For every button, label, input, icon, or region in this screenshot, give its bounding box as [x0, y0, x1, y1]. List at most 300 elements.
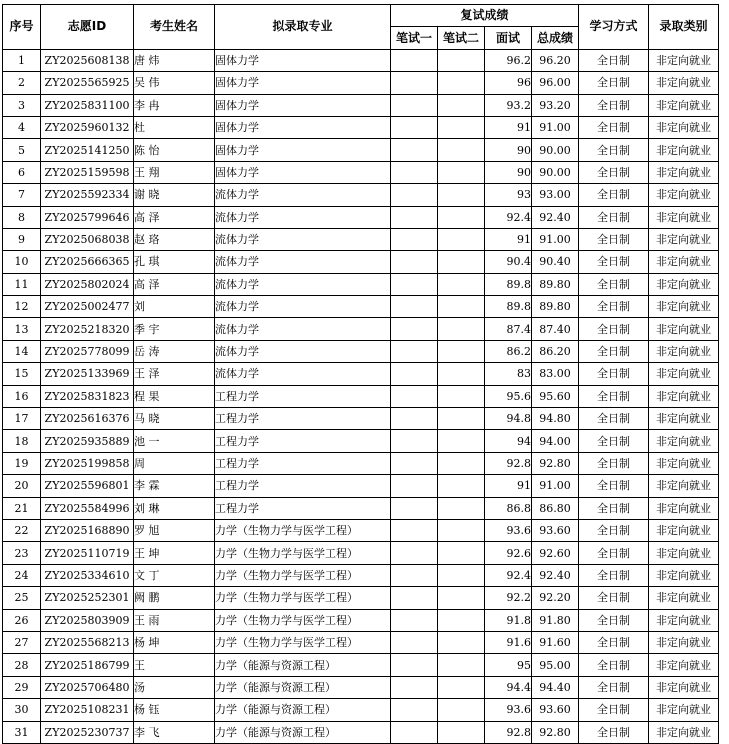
cell-total: 92.60 [532, 542, 579, 564]
cell-category: 非定向就业 [649, 49, 719, 71]
cell-total: 91.00 [532, 116, 579, 138]
table-row [3, 184, 719, 206]
cell-interview: 90 [485, 139, 532, 161]
cell-total: 87.40 [532, 318, 579, 340]
cell-name: 王 [134, 654, 215, 676]
table-row [3, 408, 719, 430]
cell-id: ZY2025218320 [41, 318, 134, 340]
cell-major: 力学（生物力学与医学工程） [215, 519, 391, 541]
cell-study-mode: 全日制 [579, 654, 649, 676]
cell-written2 [438, 699, 485, 721]
table-header [3, 5, 719, 50]
cell-total: 94.80 [532, 408, 579, 430]
cell-seq: 19 [3, 452, 41, 474]
cell-seq: 5 [3, 139, 41, 161]
admission-table [2, 4, 719, 744]
cell-written1 [391, 72, 438, 94]
cell-id: ZY2025141250 [41, 139, 134, 161]
cell-category: 非定向就业 [649, 116, 719, 138]
cell-id: ZY2025002477 [41, 296, 134, 318]
cell-major: 工程力学 [215, 408, 391, 430]
cell-id: ZY2025584996 [41, 497, 134, 519]
table-row [3, 161, 719, 183]
cell-total: 94.40 [532, 676, 579, 698]
cell-category: 非定向就业 [649, 161, 719, 183]
cell-written1 [391, 430, 438, 452]
cell-seq: 10 [3, 251, 41, 273]
cell-written2 [438, 94, 485, 116]
cell-interview: 96.2 [485, 49, 532, 71]
cell-written2 [438, 184, 485, 206]
cell-category: 非定向就业 [649, 139, 719, 161]
table-row [3, 273, 719, 295]
cell-id: ZY2025960132 [41, 116, 134, 138]
cell-seq: 20 [3, 475, 41, 497]
cell-written1 [391, 497, 438, 519]
cell-major: 工程力学 [215, 497, 391, 519]
cell-name: 李 霖 [134, 475, 215, 497]
cell-total: 94.00 [532, 430, 579, 452]
cell-study-mode: 全日制 [579, 251, 649, 273]
table-row [3, 430, 719, 452]
header-seq: 序号 [3, 5, 41, 50]
table-row [3, 363, 719, 385]
table-row [3, 452, 719, 474]
cell-written2 [438, 408, 485, 430]
cell-written2 [438, 273, 485, 295]
cell-name: 吴 伟 [134, 72, 215, 94]
cell-study-mode: 全日制 [579, 228, 649, 250]
cell-interview: 92.6 [485, 542, 532, 564]
cell-id: ZY2025565925 [41, 72, 134, 94]
table-row [3, 631, 719, 653]
cell-written2 [438, 721, 485, 743]
cell-seq: 25 [3, 587, 41, 609]
cell-category: 非定向就业 [649, 699, 719, 721]
cell-written1 [391, 564, 438, 586]
cell-id: ZY2025596801 [41, 475, 134, 497]
cell-interview: 96 [485, 72, 532, 94]
cell-study-mode: 全日制 [579, 296, 649, 318]
cell-seq: 27 [3, 631, 41, 653]
cell-category: 非定向就业 [649, 408, 719, 430]
table-row [3, 497, 719, 519]
cell-total: 91.00 [532, 475, 579, 497]
cell-category: 非定向就业 [649, 184, 719, 206]
cell-seq: 12 [3, 296, 41, 318]
cell-study-mode: 全日制 [579, 318, 649, 340]
cell-study-mode: 全日制 [579, 519, 649, 541]
cell-study-mode: 全日制 [579, 676, 649, 698]
table-row [3, 228, 719, 250]
cell-category: 非定向就业 [649, 676, 719, 698]
cell-name: 谢 晓 [134, 184, 215, 206]
cell-name: 李 冉 [134, 94, 215, 116]
cell-written1 [391, 721, 438, 743]
cell-id: ZY2025068038 [41, 228, 134, 250]
cell-category: 非定向就业 [649, 519, 719, 541]
cell-total: 83.00 [532, 363, 579, 385]
table-row [3, 296, 719, 318]
cell-total: 92.20 [532, 587, 579, 609]
cell-interview: 89.8 [485, 273, 532, 295]
cell-written2 [438, 139, 485, 161]
cell-study-mode: 全日制 [579, 116, 649, 138]
cell-name: 季 宇 [134, 318, 215, 340]
cell-study-mode: 全日制 [579, 340, 649, 362]
table-row [3, 385, 719, 407]
cell-name: 杜 [134, 116, 215, 138]
cell-written2 [438, 452, 485, 474]
table-row [3, 251, 719, 273]
cell-study-mode: 全日制 [579, 72, 649, 94]
cell-total: 91.80 [532, 609, 579, 631]
cell-name: 高 泽 [134, 273, 215, 295]
cell-id: ZY2025706480 [41, 676, 134, 698]
cell-category: 非定向就业 [649, 564, 719, 586]
cell-study-mode: 全日制 [579, 564, 649, 586]
cell-id: ZY2025608138 [41, 49, 134, 71]
header-category: 录取类别 [649, 5, 719, 50]
cell-written2 [438, 72, 485, 94]
cell-written2 [438, 475, 485, 497]
cell-interview: 93.6 [485, 699, 532, 721]
cell-seq: 6 [3, 161, 41, 183]
cell-written1 [391, 408, 438, 430]
cell-major: 固体力学 [215, 161, 391, 183]
cell-interview: 90 [485, 161, 532, 183]
table-row [3, 49, 719, 71]
cell-total: 95.60 [532, 385, 579, 407]
cell-study-mode: 全日制 [579, 542, 649, 564]
cell-written1 [391, 475, 438, 497]
table-row [3, 542, 719, 564]
cell-category: 非定向就业 [649, 72, 719, 94]
cell-major: 流体力学 [215, 251, 391, 273]
cell-major: 力学（生物力学与医学工程） [215, 631, 391, 653]
cell-major: 工程力学 [215, 430, 391, 452]
cell-major: 流体力学 [215, 296, 391, 318]
cell-written1 [391, 228, 438, 250]
cell-written2 [438, 340, 485, 362]
header-major: 拟录取专业 [215, 5, 391, 50]
cell-name: 高 泽 [134, 206, 215, 228]
cell-major: 力学（生物力学与医学工程） [215, 564, 391, 586]
cell-major: 流体力学 [215, 340, 391, 362]
cell-written1 [391, 676, 438, 698]
table-row [3, 139, 719, 161]
cell-interview: 92.8 [485, 452, 532, 474]
cell-written1 [391, 49, 438, 71]
cell-total: 90.00 [532, 139, 579, 161]
cell-category: 非定向就业 [649, 228, 719, 250]
table-row [3, 116, 719, 138]
header-interview: 面试 [485, 27, 532, 49]
cell-interview: 94.4 [485, 676, 532, 698]
cell-category: 非定向就业 [649, 273, 719, 295]
cell-written1 [391, 654, 438, 676]
cell-written2 [438, 385, 485, 407]
cell-study-mode: 全日制 [579, 49, 649, 71]
cell-id: ZY2025159598 [41, 161, 134, 183]
cell-major: 固体力学 [215, 94, 391, 116]
cell-major: 固体力学 [215, 139, 391, 161]
cell-interview: 92.4 [485, 206, 532, 228]
cell-id: ZY2025778099 [41, 340, 134, 362]
table-row [3, 721, 719, 743]
cell-category: 非定向就业 [649, 654, 719, 676]
cell-total: 93.60 [532, 699, 579, 721]
cell-written1 [391, 609, 438, 631]
cell-seq: 3 [3, 94, 41, 116]
cell-id: ZY2025616376 [41, 408, 134, 430]
table-body [3, 49, 719, 743]
cell-name: 刘 [134, 296, 215, 318]
cell-written1 [391, 542, 438, 564]
cell-name: 王 泽 [134, 363, 215, 385]
cell-id: ZY2025334610 [41, 564, 134, 586]
table-row [3, 340, 719, 362]
cell-name: 王 雨 [134, 609, 215, 631]
cell-study-mode: 全日制 [579, 699, 649, 721]
cell-major: 力学（能源与资源工程） [215, 699, 391, 721]
cell-category: 非定向就业 [649, 452, 719, 474]
cell-written1 [391, 206, 438, 228]
cell-name: 汤 [134, 676, 215, 698]
cell-written2 [438, 363, 485, 385]
cell-study-mode: 全日制 [579, 475, 649, 497]
cell-name: 赵 珞 [134, 228, 215, 250]
header-written2: 笔试二 [438, 27, 485, 49]
cell-written1 [391, 452, 438, 474]
cell-study-mode: 全日制 [579, 631, 649, 653]
cell-seq: 26 [3, 609, 41, 631]
table-row [3, 609, 719, 631]
cell-category: 非定向就业 [649, 631, 719, 653]
cell-category: 非定向就业 [649, 94, 719, 116]
cell-name: 程 果 [134, 385, 215, 407]
cell-seq: 13 [3, 318, 41, 340]
table-row [3, 654, 719, 676]
cell-seq: 31 [3, 721, 41, 743]
cell-seq: 8 [3, 206, 41, 228]
cell-seq: 28 [3, 654, 41, 676]
cell-written2 [438, 519, 485, 541]
cell-name: 李 飞 [134, 721, 215, 743]
cell-name: 周 [134, 452, 215, 474]
header-name: 考生姓名 [134, 5, 215, 50]
cell-total: 92.80 [532, 452, 579, 474]
cell-total: 89.80 [532, 296, 579, 318]
cell-name: 罗 旭 [134, 519, 215, 541]
cell-study-mode: 全日制 [579, 273, 649, 295]
cell-interview: 92.2 [485, 587, 532, 609]
cell-name: 马 晓 [134, 408, 215, 430]
cell-interview: 86.8 [485, 497, 532, 519]
cell-id: ZY2025168890 [41, 519, 134, 541]
cell-written2 [438, 654, 485, 676]
cell-major: 固体力学 [215, 72, 391, 94]
cell-major: 流体力学 [215, 318, 391, 340]
header-written1: 笔试一 [391, 27, 438, 49]
cell-interview: 93.2 [485, 94, 532, 116]
cell-major: 工程力学 [215, 475, 391, 497]
cell-written2 [438, 631, 485, 653]
cell-written1 [391, 296, 438, 318]
table-row [3, 587, 719, 609]
cell-total: 91.00 [532, 228, 579, 250]
cell-id: ZY2025831100 [41, 94, 134, 116]
cell-written1 [391, 116, 438, 138]
cell-seq: 1 [3, 49, 41, 71]
cell-name: 岳 涛 [134, 340, 215, 362]
cell-written2 [438, 161, 485, 183]
cell-study-mode: 全日制 [579, 452, 649, 474]
cell-study-mode: 全日制 [579, 161, 649, 183]
cell-name: 王 翔 [134, 161, 215, 183]
cell-written2 [438, 609, 485, 631]
cell-name: 陈 怡 [134, 139, 215, 161]
cell-seq: 17 [3, 408, 41, 430]
header-id: 志愿ID [41, 5, 134, 50]
cell-total: 90.40 [532, 251, 579, 273]
cell-study-mode: 全日制 [579, 609, 649, 631]
cell-major: 流体力学 [215, 184, 391, 206]
cell-written2 [438, 49, 485, 71]
cell-interview: 95 [485, 654, 532, 676]
cell-total: 86.80 [532, 497, 579, 519]
cell-interview: 95.6 [485, 385, 532, 407]
cell-study-mode: 全日制 [579, 184, 649, 206]
cell-seq: 11 [3, 273, 41, 295]
cell-category: 非定向就业 [649, 609, 719, 631]
cell-interview: 91.8 [485, 609, 532, 631]
cell-category: 非定向就业 [649, 497, 719, 519]
cell-written1 [391, 318, 438, 340]
cell-study-mode: 全日制 [579, 139, 649, 161]
cell-category: 非定向就业 [649, 587, 719, 609]
cell-study-mode: 全日制 [579, 385, 649, 407]
cell-written2 [438, 497, 485, 519]
cell-id: ZY2025108231 [41, 699, 134, 721]
cell-major: 工程力学 [215, 385, 391, 407]
cell-category: 非定向就业 [649, 721, 719, 743]
cell-category: 非定向就业 [649, 296, 719, 318]
cell-interview: 94.8 [485, 408, 532, 430]
cell-seq: 24 [3, 564, 41, 586]
cell-written1 [391, 251, 438, 273]
table-row [3, 94, 719, 116]
cell-id: ZY2025230737 [41, 721, 134, 743]
cell-written2 [438, 116, 485, 138]
cell-written2 [438, 542, 485, 564]
cell-total: 91.60 [532, 631, 579, 653]
cell-id: ZY2025592334 [41, 184, 134, 206]
cell-major: 力学（能源与资源工程） [215, 654, 391, 676]
cell-major: 固体力学 [215, 116, 391, 138]
cell-id: ZY2025186799 [41, 654, 134, 676]
cell-seq: 30 [3, 699, 41, 721]
table-row [3, 676, 719, 698]
cell-seq: 22 [3, 519, 41, 541]
table-row [3, 318, 719, 340]
table-row [3, 519, 719, 541]
cell-total: 96.00 [532, 72, 579, 94]
cell-category: 非定向就业 [649, 318, 719, 340]
cell-interview: 93.6 [485, 519, 532, 541]
cell-total: 90.00 [532, 161, 579, 183]
cell-written1 [391, 139, 438, 161]
cell-study-mode: 全日制 [579, 430, 649, 452]
cell-id: ZY2025666365 [41, 251, 134, 273]
cell-major: 流体力学 [215, 273, 391, 295]
cell-name: 王 坤 [134, 542, 215, 564]
cell-seq: 7 [3, 184, 41, 206]
cell-written1 [391, 94, 438, 116]
cell-id: ZY2025133969 [41, 363, 134, 385]
cell-category: 非定向就业 [649, 363, 719, 385]
cell-total: 89.80 [532, 273, 579, 295]
cell-major: 力学（生物力学与医学工程） [215, 542, 391, 564]
cell-category: 非定向就业 [649, 340, 719, 362]
cell-category: 非定向就业 [649, 475, 719, 497]
cell-name: 孔 琪 [134, 251, 215, 273]
cell-total: 93.60 [532, 519, 579, 541]
cell-interview: 92.8 [485, 721, 532, 743]
cell-total: 92.80 [532, 721, 579, 743]
cell-id: ZY2025802024 [41, 273, 134, 295]
cell-written1 [391, 273, 438, 295]
cell-category: 非定向就业 [649, 430, 719, 452]
cell-id: ZY2025803909 [41, 609, 134, 631]
cell-written2 [438, 564, 485, 586]
cell-name: 文 丁 [134, 564, 215, 586]
cell-written1 [391, 340, 438, 362]
cell-total: 96.20 [532, 49, 579, 71]
cell-interview: 91 [485, 228, 532, 250]
cell-id: ZY2025252301 [41, 587, 134, 609]
cell-seq: 29 [3, 676, 41, 698]
cell-major: 固体力学 [215, 49, 391, 71]
cell-major: 力学（生物力学与医学工程） [215, 587, 391, 609]
cell-written2 [438, 228, 485, 250]
cell-written2 [438, 676, 485, 698]
cell-written1 [391, 184, 438, 206]
cell-major: 力学（生物力学与医学工程） [215, 609, 391, 631]
cell-id: ZY2025831823 [41, 385, 134, 407]
cell-study-mode: 全日制 [579, 363, 649, 385]
cell-interview: 90.4 [485, 251, 532, 273]
cell-interview: 83 [485, 363, 532, 385]
header-total: 总成绩 [532, 27, 579, 49]
cell-name: 阙 鹏 [134, 587, 215, 609]
cell-written2 [438, 296, 485, 318]
cell-id: ZY2025110719 [41, 542, 134, 564]
cell-seq: 4 [3, 116, 41, 138]
cell-total: 86.20 [532, 340, 579, 362]
cell-written1 [391, 631, 438, 653]
cell-category: 非定向就业 [649, 385, 719, 407]
cell-interview: 94 [485, 430, 532, 452]
cell-interview: 93 [485, 184, 532, 206]
table-row [3, 564, 719, 586]
cell-written1 [391, 385, 438, 407]
cell-written2 [438, 318, 485, 340]
cell-id: ZY2025199858 [41, 452, 134, 474]
cell-major: 流体力学 [215, 228, 391, 250]
cell-seq: 16 [3, 385, 41, 407]
cell-written2 [438, 587, 485, 609]
